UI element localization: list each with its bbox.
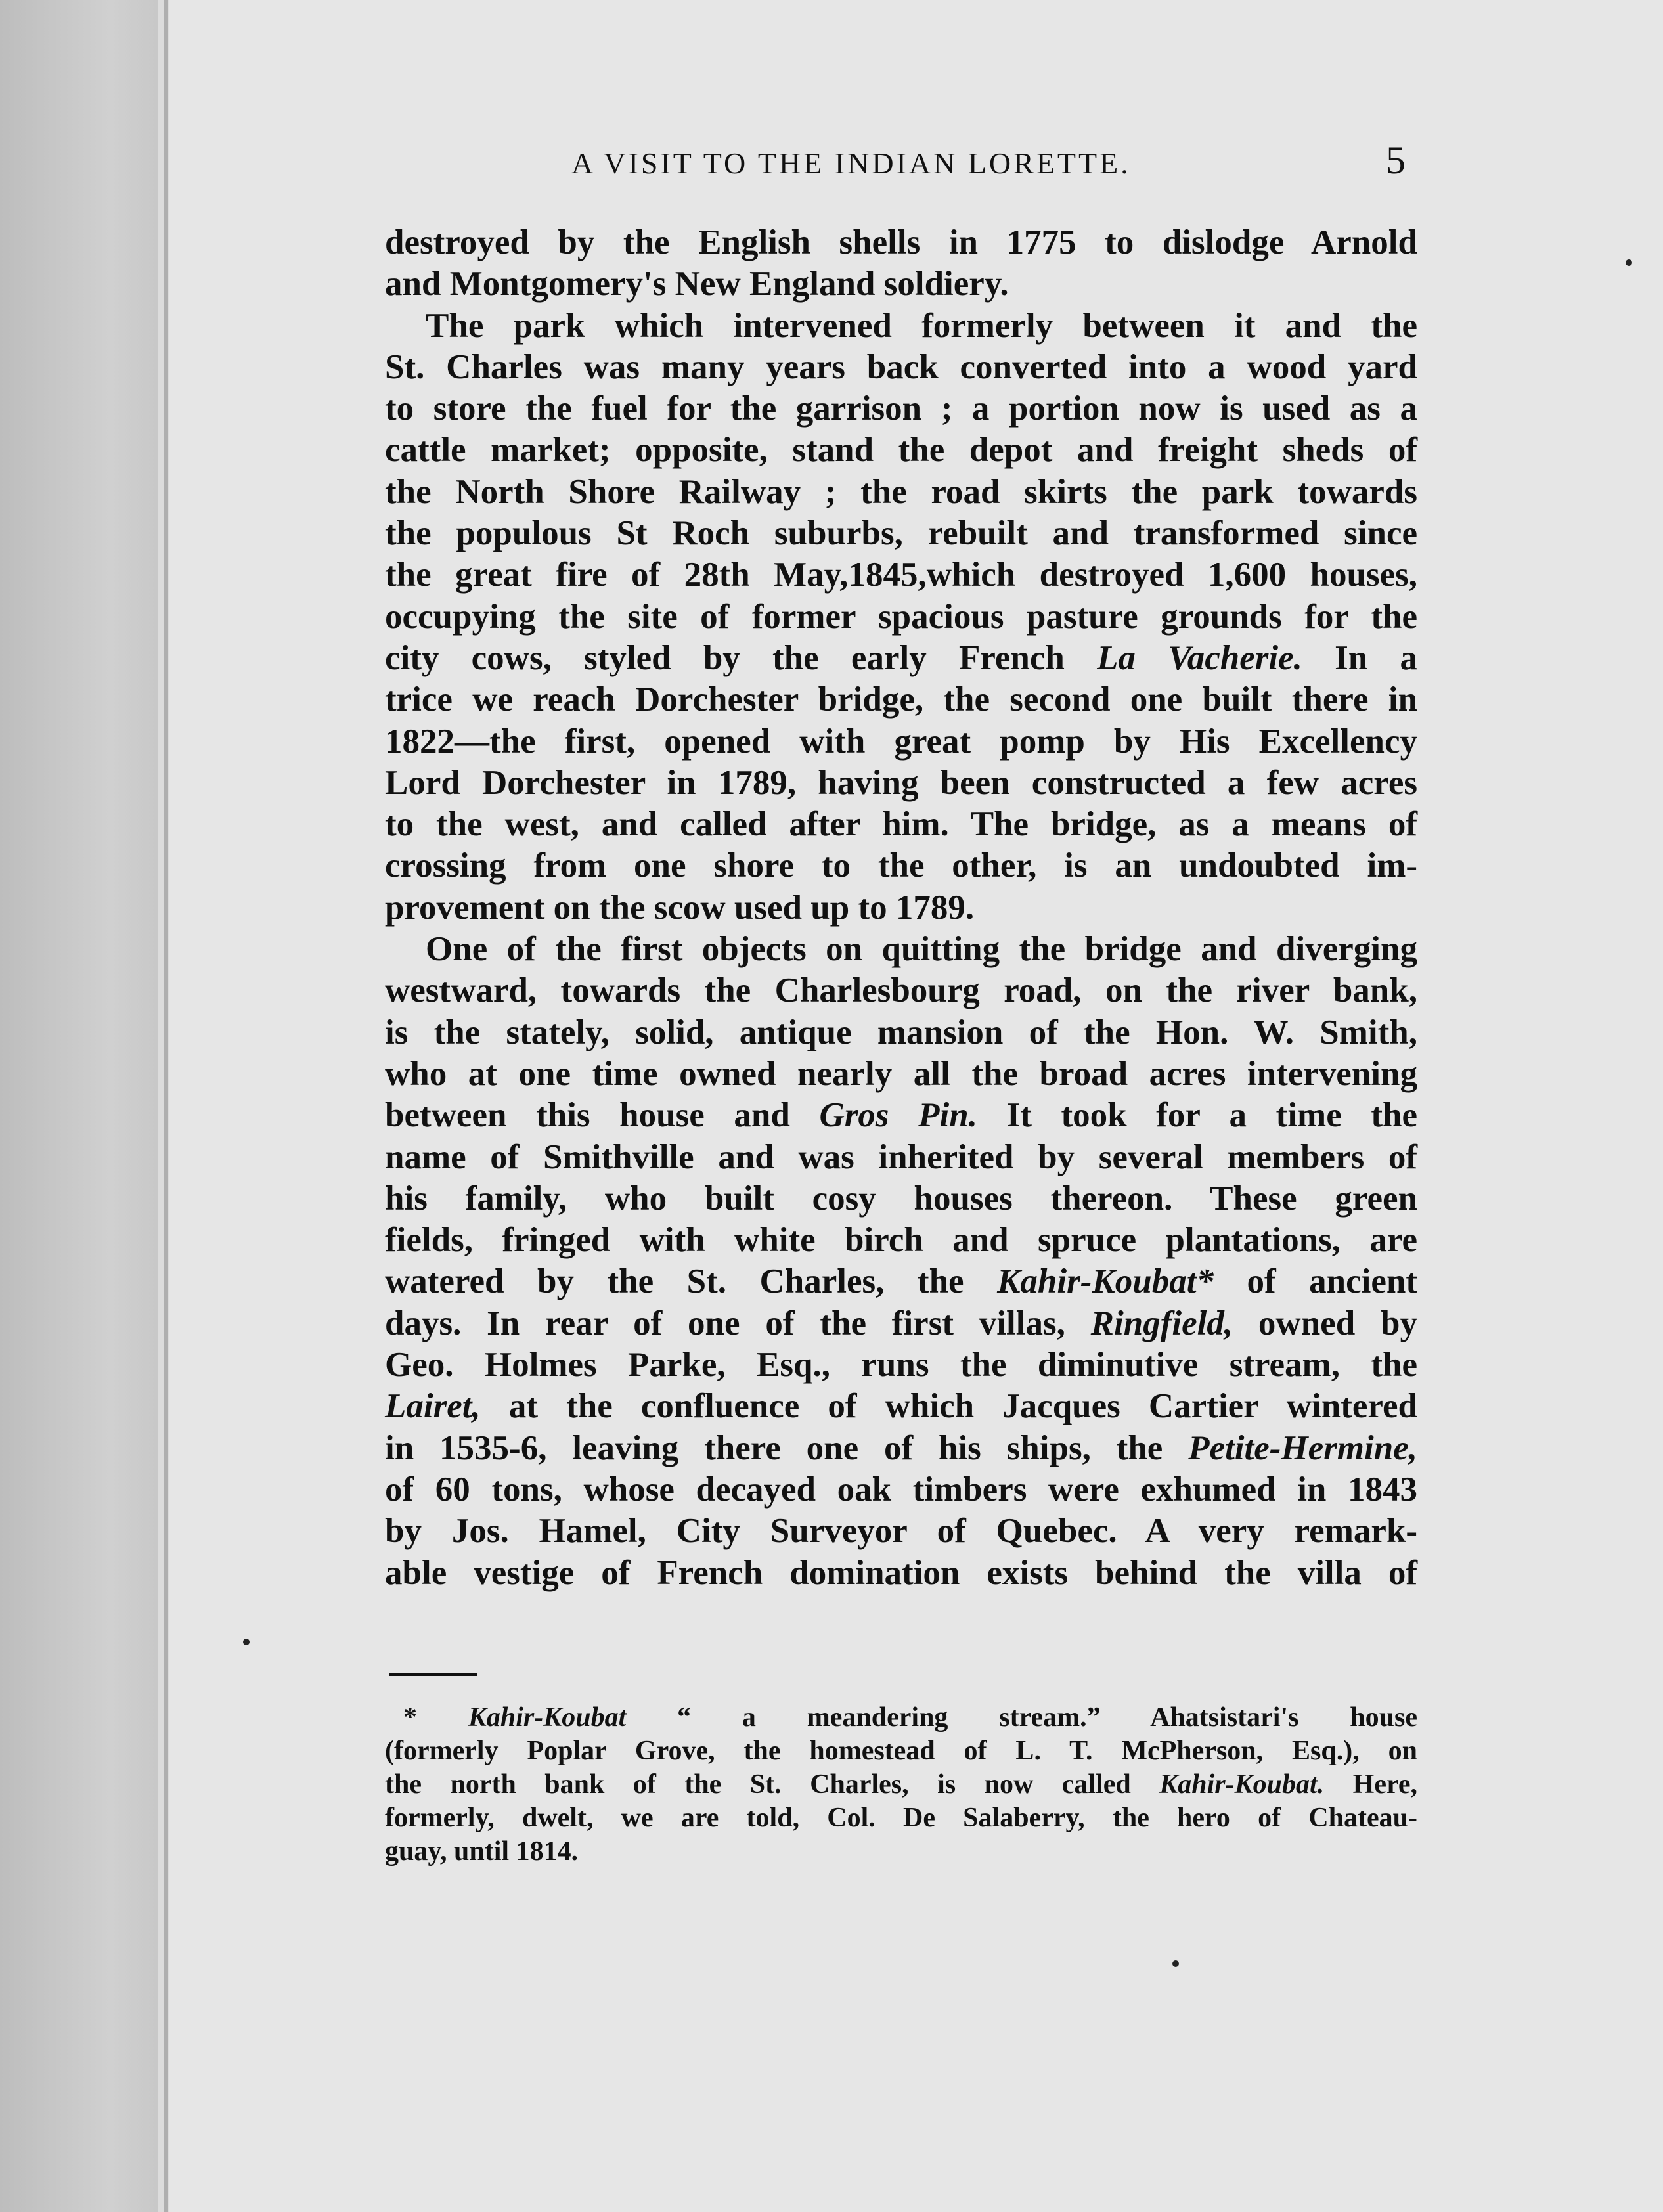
footnote-line: [385, 1701, 1417, 1735]
text-line: provement on the scow used up to 1789.: [385, 888, 975, 927]
italic-run: Petite-Hermine,: [1188, 1428, 1417, 1467]
scan-speck: [1172, 1960, 1179, 1967]
text-line: able vestige of French domination exists behind the villa of: [385, 1553, 1417, 1592]
text-line: [385, 638, 1417, 679]
text-run: city cows, styled by the early French: [385, 638, 1098, 677]
text-line: the great fire of 28th May,1845,which destroyed 1,600 houses,: [385, 556, 1417, 594]
footnote-line: [385, 1768, 1417, 1802]
italic-run: La Vacherie.: [1097, 638, 1302, 677]
text-run: days. In rear of one of the first villas,: [385, 1304, 1091, 1342]
text-line: St. Charles was many years back converted into a wood yard: [385, 347, 1417, 386]
text-run: owned by: [1233, 1304, 1417, 1342]
text-line: cattle market; opposite, stand the depot and freight sheds of: [385, 431, 1417, 470]
text-line: the populous St Roch suburbs, rebuilt and transformed since: [385, 514, 1417, 553]
text-line: by Jos. Hamel, City Surveyor of Quebec. A very remark-: [385, 1512, 1417, 1551]
text-run: *: [403, 1702, 468, 1733]
text-run: the north bank of the St. Charles, is now called: [385, 1769, 1160, 1800]
body-text: [385, 222, 1417, 1594]
scan-margin: [0, 0, 158, 2212]
footnote-rule: [389, 1673, 477, 1676]
footnote-line: formerly, dwelt, we are told, Col. De Salaberry, the hero of Chateau-: [385, 1803, 1417, 1833]
text-line: crossing from one shore to the other, is an undoubted im-: [385, 847, 1417, 885]
text-run: Here,: [1324, 1769, 1417, 1800]
text-line: [385, 1428, 1417, 1469]
text-line: trice we reach Dorchester bridge, the second one built there in: [385, 680, 1417, 719]
italic-run: Kahir-Koubat.: [1159, 1769, 1325, 1800]
text-line: [385, 1303, 1417, 1344]
text-line: fields, fringed with white birch and spruce plantations, are: [385, 1221, 1417, 1260]
italic-run: Kahir-Koubat: [468, 1702, 627, 1733]
text-run: between this house and: [385, 1096, 820, 1135]
text-run: It took for a time the: [977, 1096, 1417, 1135]
text-line: of 60 tons, whose decayed oak timbers were exhumed in 1843: [385, 1470, 1417, 1509]
text-run: watered by the St. Charles, the: [385, 1262, 998, 1301]
footnote: [385, 1701, 1417, 1869]
text-line: [385, 1261, 1417, 1302]
text-line: One of the first objects on quitting the bridge and diverging: [426, 930, 1417, 969]
text-line: to the west, and called after him. The bridge, as a means of: [385, 805, 1417, 844]
footnote-line: guay, until 1814.: [385, 1836, 579, 1867]
page-number: 5: [1386, 139, 1406, 182]
footnote-line: (formerly Poplar Grove, the homestead of L. T. McPherson, Esq.), on: [385, 1736, 1417, 1766]
text-line: occupying the site of former spacious pasture grounds for the: [385, 597, 1417, 636]
text-line: destroyed by the English shells in 1775 to dislodge Arnold: [385, 223, 1417, 261]
italic-run: Ringfield,: [1090, 1304, 1233, 1342]
text-run: In a: [1302, 638, 1417, 677]
text-line: his family, who built cosy houses thereon. These green: [385, 1179, 1417, 1218]
text-line: [385, 1095, 1417, 1136]
text-run: of ancient: [1213, 1262, 1417, 1301]
text-line: to store the fuel for the garrison ; a portion now is used as a: [385, 389, 1417, 428]
page-fold: [164, 0, 168, 2212]
text-line: [385, 1386, 1417, 1427]
running-header: A VISIT TO THE INDIAN LORETTE.: [571, 146, 1131, 180]
italic-run: Gros Pin.: [819, 1096, 977, 1135]
text-line: The park which intervened formerly between it and the: [426, 306, 1417, 345]
text-run: at the confluence of which Jacques Cartier wintered: [480, 1387, 1417, 1426]
text-line: is the stately, solid, antique mansion of the Hon. W. Smith,: [385, 1013, 1417, 1051]
italic-run: Lairet,: [385, 1387, 481, 1426]
italic-run: Kahir-Koubat*: [997, 1262, 1214, 1301]
text-line: Geo. Holmes Parke, Esq., runs the diminutive stream, the: [385, 1346, 1417, 1384]
text-line: Lord Dorchester in 1789, having been constructed a few acres: [385, 763, 1417, 802]
text-line: the North Shore Railway ; the road skirts the park towards: [385, 472, 1417, 511]
text-line: who at one time owned nearly all the broad acres intervening: [385, 1054, 1417, 1093]
scan-speck: [1626, 259, 1632, 266]
text-line: and Montgomery's New England soldiery.: [385, 265, 1009, 303]
text-line: name of Smithville and was inherited by several members of: [385, 1138, 1417, 1176]
scan-speck: [243, 1639, 250, 1645]
text-line: 1822—the first, opened with great pomp by His Excellency: [385, 722, 1417, 761]
text-run: in 1535-6, leaving there one of his ships, the: [385, 1428, 1189, 1467]
text-run: “ a meandering stream.” Ahatsistari's house: [626, 1702, 1418, 1733]
text-line: westward, towards the Charlesbourg road, on the river bank,: [385, 971, 1417, 1010]
